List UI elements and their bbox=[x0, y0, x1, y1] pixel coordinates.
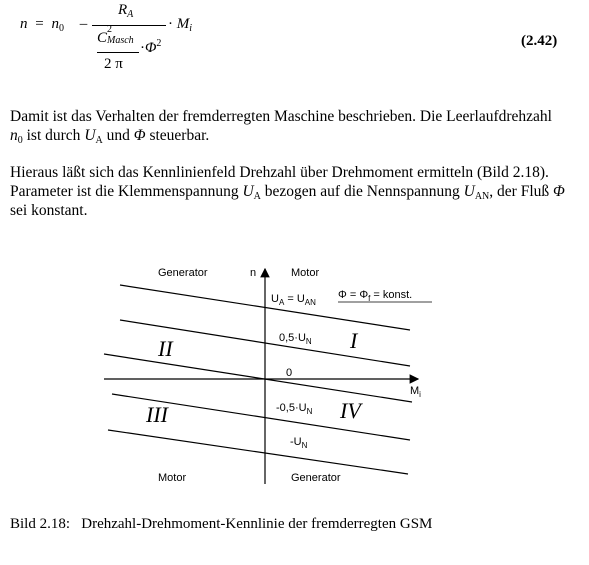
label-generator-bottom: Generator bbox=[291, 472, 341, 484]
formula-phi-squared: $\cdot\Phi^2$ bbox=[140, 38, 162, 56]
paragraph-2-line-1: Hieraus läßt sich das Kennlinienfeld Drehzahl über Drehmoment ermitteln (Bild 2.18). bbox=[10, 164, 549, 181]
quadrant-III: III bbox=[146, 402, 168, 427]
formula-n: n bbox=[20, 16, 28, 32]
formula-n0: $n_0$ bbox=[51, 16, 64, 34]
paragraph-2-line-3: sei konstant. bbox=[10, 202, 88, 219]
formula-two-pi: 2 π bbox=[104, 56, 123, 72]
label-motor-bottom: Motor bbox=[158, 472, 187, 484]
paragraph-1-line-2: $n_0$ ist durch $U_A$ und Φ steuerbar. bbox=[10, 127, 210, 146]
equation-number: (2.42) bbox=[521, 33, 558, 49]
label-generator-top: Generator bbox=[158, 267, 208, 279]
label-motor-top: Motor bbox=[291, 267, 320, 279]
label-0-5-un: $0,5\cdot U_N$ bbox=[279, 332, 312, 346]
figure-caption: Bild 2.18: Drehzahl-Drehmoment-Kennlinie der fremderregten GSM bbox=[10, 516, 433, 532]
quadrant-II: II bbox=[158, 336, 173, 361]
axis-label-n: n bbox=[250, 267, 257, 279]
formula-minus: – bbox=[79, 16, 88, 32]
formula-ra: $R_A$ bbox=[118, 2, 134, 20]
label-0: 0 bbox=[286, 367, 293, 379]
label-ua-uan: $U_A = U_{AN}$ bbox=[271, 293, 316, 307]
formula-inner-fraction-bar bbox=[97, 52, 139, 53]
paragraph-1-line-1: Damit ist das Verhalten der fremderregten Maschine beschrieben. Die Leerlaufdrehzahl bbox=[10, 108, 552, 125]
axis-label-mi: $M_i$ bbox=[410, 385, 421, 399]
label-minus-un: $-U_N$ bbox=[290, 436, 308, 450]
quadrant-I: I bbox=[350, 328, 358, 353]
label-minus-0-5-un: $-0,5\cdot U_N$ bbox=[276, 402, 313, 416]
formula-equals: = bbox=[35, 16, 44, 32]
formula-outer-fraction-bar bbox=[92, 25, 166, 26]
quadrant-IV: IV bbox=[340, 398, 361, 423]
speed-torque-diagram bbox=[0, 250, 589, 500]
curve-minus-un bbox=[108, 430, 408, 474]
paragraph-2-line-2: Parameter ist die Klemmenspannung $U_A$ bezogen auf die Nennspannung $U_{AN}$, der Fluß Φ bbox=[10, 183, 565, 202]
formula-lhs bbox=[20, 16, 87, 34]
formula-c-masch: C 2 Masch bbox=[97, 24, 134, 46]
formula-mi: · $M_i$ bbox=[168, 16, 193, 34]
label-phi-const: $\Phi = \Phi_f$ = konst. bbox=[338, 289, 413, 303]
curve-0 bbox=[104, 354, 412, 402]
